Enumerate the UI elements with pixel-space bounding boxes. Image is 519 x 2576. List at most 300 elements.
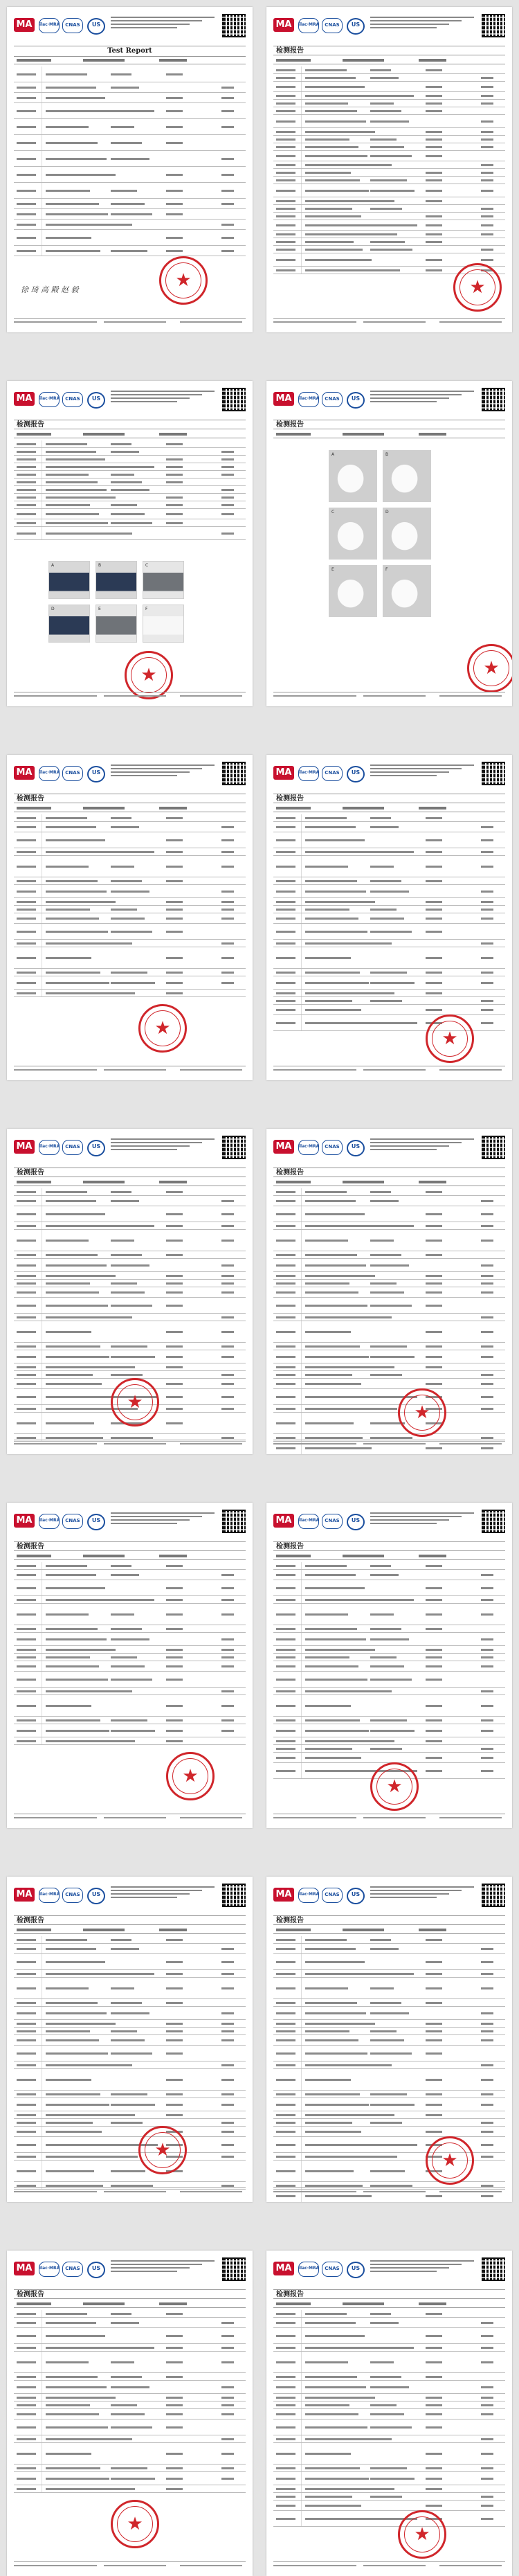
report-number-row (273, 1926, 505, 1934)
sample-photo (48, 605, 90, 643)
table-row (14, 199, 246, 209)
table-row (14, 1314, 246, 1321)
report-title: 检测报告 (273, 1541, 505, 1551)
table-row (14, 1350, 246, 1363)
sample-photo (95, 561, 137, 599)
table-row (273, 2127, 505, 2137)
table-row (14, 509, 246, 519)
report-footer (14, 1066, 246, 1073)
table-row (273, 969, 505, 976)
table-row (273, 924, 505, 940)
us-certification-logo-icon: US (87, 2262, 105, 2278)
table-row (14, 2435, 246, 2443)
table-row (14, 448, 246, 456)
report-page (7, 7, 253, 332)
table-row (14, 151, 246, 167)
seal-star-icon: ★ (414, 2524, 430, 2545)
photo-label: C (331, 510, 335, 515)
report-page (7, 381, 253, 706)
us-certification-logo-icon: US (87, 766, 105, 782)
sample-photo (143, 561, 184, 599)
table-row (14, 501, 246, 509)
table-row (273, 2007, 505, 2020)
table-row (14, 814, 246, 822)
table-row (14, 1688, 246, 1695)
table-row (273, 1188, 505, 1196)
table-row (273, 1753, 505, 1763)
table-row (14, 246, 246, 256)
report-title: 检测报告 (273, 46, 505, 55)
report-header (14, 14, 246, 46)
table-row (273, 1206, 505, 1222)
table-row (273, 1724, 505, 1737)
table-row (14, 1272, 246, 1280)
table-row (273, 184, 505, 197)
table-row (14, 2352, 246, 2373)
table-row (273, 1413, 505, 1434)
photo-label: F (385, 567, 388, 572)
table-row (14, 93, 246, 103)
seal-star-icon: ★ (441, 1028, 458, 1049)
table-row (14, 2373, 246, 2381)
table-row (273, 220, 505, 231)
table-row (14, 2420, 246, 2435)
sample-photo (95, 605, 137, 643)
table-row (273, 1321, 505, 1343)
report-number-row (14, 431, 246, 438)
report-header (273, 1510, 505, 1541)
result-table (14, 66, 246, 256)
table-row (14, 2098, 246, 2111)
table-row (14, 2020, 246, 2028)
lab-address-lines (370, 17, 474, 30)
table-row (273, 1230, 505, 1251)
table-row (14, 2028, 246, 2035)
table-row (14, 183, 246, 199)
table-row (14, 832, 246, 848)
table-row (273, 2394, 505, 2401)
table-row (14, 1562, 246, 1570)
official-seal-stamp (111, 1378, 159, 1426)
table-row (14, 940, 246, 947)
table-row (273, 1379, 505, 1389)
lab-address-lines (370, 391, 474, 404)
seal-star-icon: ★ (182, 1766, 199, 1787)
cnas-logo-icon: CNAS (62, 18, 83, 33)
table-row (273, 1672, 505, 1688)
cnas-logo-icon: CNAS (322, 766, 343, 781)
table-row (273, 1737, 505, 1745)
table-row (14, 2137, 246, 2153)
table-row (14, 1724, 246, 1737)
table-row (273, 1389, 505, 1405)
sample-photo (329, 508, 377, 560)
report-header (14, 1884, 246, 1915)
table-row (14, 924, 246, 940)
table-row (14, 1944, 246, 1954)
report-title: 检测报告 (273, 794, 505, 803)
table-row (14, 1321, 246, 1343)
table-row (14, 2069, 246, 2091)
ilac-mra-logo-icon: ilac·MRA (298, 18, 319, 33)
report-number-row (273, 805, 505, 812)
ilac-mra-logo-icon: ilac·MRA (298, 2262, 319, 2277)
table-row (273, 1717, 505, 1724)
table-row (14, 1259, 246, 1272)
result-table (273, 66, 505, 274)
ma-logo-icon: MA (14, 1514, 35, 1528)
table-row (14, 2443, 246, 2465)
table-row (273, 1343, 505, 1350)
report-title: 检测报告 (273, 420, 505, 429)
table-row (273, 100, 505, 107)
table-row (14, 2485, 246, 2493)
table-row (273, 2028, 505, 2035)
report-header (273, 1136, 505, 1168)
report-footer (14, 1440, 246, 1447)
result-table (14, 1936, 246, 2190)
table-row (14, 906, 246, 913)
table-row (273, 2443, 505, 2465)
table-row (14, 1280, 246, 1287)
qr-code-icon (222, 1510, 246, 1533)
seal-star-icon: ★ (469, 277, 486, 298)
report-header (273, 2257, 505, 2289)
official-seal-stamp (370, 1762, 419, 1811)
table-row (273, 1363, 505, 1371)
report-page (266, 1129, 512, 1454)
table-row (14, 1196, 246, 1206)
seal-star-icon: ★ (127, 2514, 143, 2534)
table-row (14, 2007, 246, 2020)
cnas-logo-icon: CNAS (62, 392, 83, 407)
signatures: 徐 琦 高 殿 赵 毅 (21, 285, 79, 294)
report-page (7, 755, 253, 1080)
table-row (14, 913, 246, 924)
table-row (14, 463, 246, 471)
table-row (273, 1625, 505, 1633)
table-row (14, 1737, 246, 1745)
us-certification-logo-icon: US (87, 1888, 105, 1904)
table-row (14, 1570, 246, 1580)
seal-star-icon: ★ (386, 1776, 403, 1797)
ilac-mra-logo-icon: ilac·MRA (298, 1140, 319, 1155)
table-row (14, 2161, 246, 2182)
table-row (273, 1596, 505, 1604)
table-row (273, 2493, 505, 2501)
ilac-mra-logo-icon: ilac·MRA (298, 1888, 319, 1903)
report-page (7, 1503, 253, 1828)
photo-label: D (385, 510, 389, 515)
report-header (273, 1884, 505, 1915)
ilac-mra-logo-icon: ilac·MRA (298, 1514, 319, 1529)
report-header (14, 1136, 246, 1168)
photo-label: B (385, 452, 389, 457)
table-row (273, 976, 505, 990)
photo-label: C (145, 563, 149, 568)
table-row (273, 213, 505, 220)
report-title: 检测报告 (14, 1915, 246, 1925)
table-row (14, 1970, 246, 1978)
table-row (273, 136, 505, 143)
table-row (14, 2381, 246, 2394)
table-row (273, 246, 505, 253)
ma-logo-icon: MA (14, 1140, 35, 1154)
lab-address-lines (111, 17, 215, 30)
table-row (273, 1314, 505, 1321)
ma-logo-icon: MA (273, 766, 294, 780)
sample-photo (143, 605, 184, 643)
table-row (14, 1999, 246, 2007)
table-row (273, 940, 505, 947)
ilac-mra-logo-icon: ilac·MRA (39, 2262, 60, 2277)
table-row (273, 2035, 505, 2046)
table-row (273, 885, 505, 898)
table-row (273, 2098, 505, 2111)
seal-star-icon: ★ (127, 1392, 143, 1413)
us-certification-logo-icon: US (347, 2262, 365, 2278)
table-row (273, 1272, 505, 1280)
report-number-row (273, 1553, 505, 1560)
ma-logo-icon: MA (14, 392, 35, 406)
table-row (14, 2344, 246, 2352)
table-row (273, 2020, 505, 2028)
ma-logo-icon: MA (14, 2262, 35, 2275)
table-row (14, 220, 246, 230)
table-row (14, 1661, 246, 1672)
table-row (14, 2394, 246, 2401)
qr-code-icon (482, 762, 505, 785)
cnas-logo-icon: CNAS (62, 1514, 83, 1529)
qr-code-icon (222, 14, 246, 37)
table-row (273, 997, 505, 1005)
report-title: 检测报告 (14, 420, 246, 429)
table-row (273, 2511, 505, 2527)
table-row (273, 2061, 505, 2069)
table-row (14, 969, 246, 976)
qr-code-icon (222, 1884, 246, 1907)
official-seal-stamp (467, 644, 512, 692)
report-page (266, 7, 512, 332)
us-certification-logo-icon: US (347, 766, 365, 782)
table-row (14, 478, 246, 486)
sample-photo (329, 450, 377, 502)
ma-logo-icon: MA (14, 1888, 35, 1902)
official-seal-stamp (166, 1752, 215, 1800)
result-table (14, 1562, 246, 1745)
sample-photo (383, 508, 431, 560)
report-footer (273, 1440, 505, 1447)
qr-code-icon (482, 14, 505, 37)
table-row (14, 2401, 246, 2409)
result-table (14, 440, 246, 540)
table-row (273, 1580, 505, 1596)
seal-star-icon: ★ (414, 1402, 430, 1423)
table-row (273, 128, 505, 136)
table-row (273, 1371, 505, 1379)
photo-label: A (331, 452, 335, 457)
table-row (273, 990, 505, 997)
qr-code-icon (482, 1884, 505, 1907)
result-table (273, 2310, 505, 2527)
seal-star-icon: ★ (483, 658, 500, 679)
sample-photos (48, 561, 184, 643)
report-header (273, 762, 505, 794)
table-row (14, 1978, 246, 1999)
table-row (14, 66, 246, 82)
table-row (273, 1654, 505, 1661)
table-row (14, 2046, 246, 2061)
sample-photos (329, 450, 431, 617)
us-certification-logo-icon: US (347, 1888, 365, 1904)
table-row (273, 92, 505, 100)
table-row (14, 1580, 246, 1596)
table-row (14, 1625, 246, 1633)
seal-star-icon: ★ (154, 1018, 171, 1039)
report-footer (273, 1814, 505, 1821)
report-number-row (14, 57, 246, 64)
table-row (273, 2328, 505, 2344)
table-row (273, 877, 505, 885)
table-row (14, 1298, 246, 1314)
table-row (14, 1363, 246, 1371)
report-header (14, 1510, 246, 1541)
table-row (14, 519, 246, 527)
sample-photo (383, 565, 431, 617)
report-footer (273, 2561, 505, 2569)
ma-logo-icon: MA (273, 1514, 294, 1528)
report-page (7, 2251, 253, 2576)
table-row (273, 1978, 505, 1999)
sample-photo (48, 561, 90, 599)
report-number-row (14, 805, 246, 812)
table-row (14, 135, 246, 151)
ilac-mra-logo-icon: ilac·MRA (298, 392, 319, 407)
table-row (273, 2352, 505, 2373)
report-number-row (273, 57, 505, 64)
table-row (14, 2091, 246, 2098)
table-row (14, 1695, 246, 1717)
table-row (273, 1298, 505, 1314)
seal-star-icon: ★ (154, 2140, 171, 2161)
lab-address-lines (111, 1512, 215, 1526)
ilac-mra-logo-icon: ilac·MRA (39, 1140, 60, 1155)
table-row (14, 167, 246, 183)
table-row (14, 1206, 246, 1222)
table-row (273, 2435, 505, 2443)
report-page (7, 1129, 253, 1454)
cnas-logo-icon: CNAS (62, 1140, 83, 1155)
table-row (273, 1944, 505, 1954)
report-header (14, 762, 246, 794)
report-number-row (14, 1926, 246, 1934)
table-row (273, 1970, 505, 1978)
table-row (273, 832, 505, 848)
table-row (14, 1596, 246, 1604)
lab-address-lines (111, 1886, 215, 1900)
cnas-logo-icon: CNAS (322, 1888, 343, 1903)
lab-address-lines (111, 391, 215, 404)
report-title: 检测报告 (14, 1541, 246, 1551)
table-row (14, 1717, 246, 1724)
table-row (14, 1230, 246, 1251)
table-row (14, 1633, 246, 1646)
table-row (14, 1343, 246, 1350)
table-row (14, 456, 246, 463)
qr-code-icon (482, 388, 505, 411)
report-page (266, 1503, 512, 1828)
report-footer (14, 2561, 246, 2569)
table-row (14, 103, 246, 119)
table-row (273, 197, 505, 205)
lab-address-lines (370, 1138, 474, 1152)
table-row (273, 1350, 505, 1363)
official-seal-stamp (159, 256, 208, 305)
table-row (273, 169, 505, 177)
table-row (273, 115, 505, 128)
table-row (14, 990, 246, 997)
table-row (273, 161, 505, 169)
table-row (14, 856, 246, 877)
qr-code-icon (482, 1510, 505, 1533)
ilac-mra-logo-icon: ilac·MRA (39, 392, 60, 407)
photo-label: D (51, 607, 55, 611)
table-row (14, 2035, 246, 2046)
qr-code-icon (222, 1136, 246, 1159)
table-row (14, 898, 246, 906)
table-row (273, 107, 505, 115)
table-row (14, 2465, 246, 2472)
seal-star-icon: ★ (175, 270, 192, 291)
lab-address-lines (111, 2260, 215, 2274)
ilac-mra-logo-icon: ilac·MRA (39, 18, 60, 33)
official-seal-stamp (426, 2136, 474, 2185)
table-row (14, 2318, 246, 2328)
report-page (266, 1877, 512, 2202)
table-row (273, 2046, 505, 2061)
us-certification-logo-icon: US (347, 1140, 365, 1156)
table-row (14, 2328, 246, 2344)
result-table (273, 814, 505, 1031)
table-row (14, 822, 246, 832)
cnas-logo-icon: CNAS (62, 2262, 83, 2277)
report-header (273, 14, 505, 46)
table-row (273, 1745, 505, 1753)
table-row (273, 2318, 505, 2328)
table-row (273, 1936, 505, 1944)
table-row (273, 1570, 505, 1580)
table-row (14, 527, 246, 540)
table-row (273, 1562, 505, 1570)
table-row (14, 2127, 246, 2137)
us-certification-logo-icon: US (87, 1514, 105, 1530)
table-row (273, 1646, 505, 1654)
table-row (273, 1280, 505, 1287)
table-row (273, 74, 505, 82)
ilac-mra-logo-icon: ilac·MRA (39, 1514, 60, 1529)
photo-label: F (145, 607, 148, 611)
table-row (14, 1371, 246, 1379)
table-row (273, 1999, 505, 2007)
table-row (273, 913, 505, 924)
table-row (273, 1005, 505, 1015)
table-row (273, 82, 505, 92)
table-row (273, 947, 505, 969)
official-seal-stamp (138, 1004, 187, 1053)
ilac-mra-logo-icon: ilac·MRA (298, 766, 319, 781)
report-title: 检测报告 (273, 1168, 505, 1177)
table-row (273, 205, 505, 213)
